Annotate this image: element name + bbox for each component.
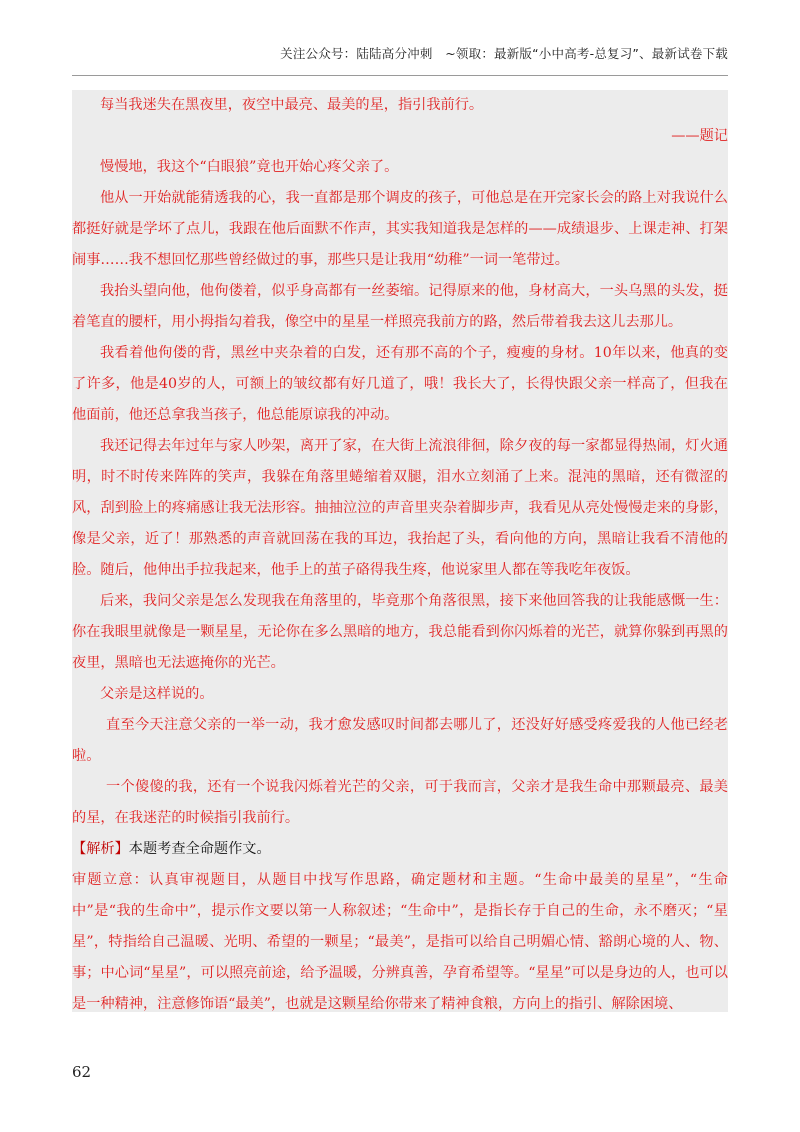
epigraph-attribution: ——题记 xyxy=(671,128,728,144)
essay-paragraph: 慢慢地，我这个“白眼狼”竟也开始心疼父亲了。 xyxy=(100,159,399,175)
analysis-body: 审题立意：认真审视题目，从题目中找写作思路，确定题材和主题。“生命中最美的星星”，“生命中”是“我的生命中”，提示作文要以第一人称叙述；“生命中”，是指长存于自己的生命，永不磨灭；“星星”，特指给自己温暖、光明、希望的一颗星；“最美”，是指可以给自己明媚心情、豁朗心境的人、物、事；中心词“星星”，可以照亮前途，给予温暖，分辨真善，孕育希望等。“星星”可以是身边的人，也可以是一种精神，注意修饰语“最美”，也就是这颗星给你带来了精神食粮，方向上的指引、解除困境、 xyxy=(72,872,728,1012)
essay-paragraph: 我抬头望向他，他佝偻着，似乎身高都有一丝萎缩。记得原来的他，身材高大，一头乌黑的头发，挺着笔直的腰杆，用小拇指勾着我，像空中的星星一样照亮我前方的路，然后带着我去这儿去那儿。 xyxy=(72,283,728,330)
header-divider xyxy=(72,75,728,76)
page-number: 62 xyxy=(72,1063,92,1081)
essay-paragraph: 他从一开始就能猜透我的心，我一直都是那个调皮的孩子，可他总是在开完家长会的路上对我说什么都挺好就是学坏了点儿，我跟在他后面默不作声，其实我知道我是怎样的——成绩退步、上课走神、打架闹事……我不想回忆那些曾经做过的事，那些只是让我用“幼稚”一词一笔带过。 xyxy=(72,190,728,268)
essay-paragraph: 父亲是这样说的。 xyxy=(100,686,214,702)
analysis-heading xyxy=(72,834,728,865)
essay-paragraph: 直至今天注意父亲的一举一动，我才愈发感叹时间都去哪儿了，还没好好感受疼爱我的人他已经老啦。 xyxy=(72,717,728,764)
document-body xyxy=(72,90,728,1012)
essay-paragraph: 我还记得去年过年与家人吵架，离开了家，在大街上流浪徘徊，除夕夜的每一家都显得热闹，灯火通明，时不时传来阵阵的笑声，我躲在角落里蜷缩着双腿，泪水立刻涌了上来。混沌的黑暗，还有微涩的风，刮到脸上的疼痛感让我无法形容。抽抽泣泣的声音里夹杂着脚步声，我看见从亮处慢慢走来的身影，像是父亲，近了！那熟悉的声音就回荡在我的耳边，我抬起了头，看向他的方向，黑暗让我看不清他的脸。随后，他伸出手拉我起来，他手上的茧子硌得我生疼，他说家里人都在等我吃年夜饭。 xyxy=(72,438,728,578)
essay-paragraph: 我看着他佝偻的背，黑丝中夹杂着的白发，还有那不高的个子，瘦瘦的身材。10年以来，他真的变了许多，他是40岁的人，可额上的皱纹都有好几道了，哦！我长大了，长得快跟父亲一样高了，但我在他面前，他还总拿我当孩子，他总能原谅我的冲动。 xyxy=(72,345,728,423)
analysis-label: 【解析】 xyxy=(72,841,129,857)
essay-paragraph: 一个傻傻的我，还有一个说我闪烁着光芒的父亲，可于我而言，父亲才是我生命中那颗最亮、最美的星，在我迷茫的时候指引我前行。 xyxy=(72,779,728,826)
analysis-intro: 本题考查全命题作文。 xyxy=(128,841,271,857)
essay-paragraph: 后来，我问父亲是怎么发现我在角落里的，毕竟那个角落很黑，接下来他回答我的让我能感慨一生：你在我眼里就像是一颗星星，无论你在多么黑暗的地方，我总能看到你闪烁着的光芒，就算你躲到再黑的夜里，黑暗也无法遮掩你的光芒。 xyxy=(72,593,728,671)
essay-epigraph: 每当我迷失在黑夜里，夜空中最亮、最美的星，指引我前行。 xyxy=(100,97,484,113)
page-header: 关注公众号：陆陆高分冲刺 ~领取：最新版“小中高考-总复习”、最新试卷下载 xyxy=(280,46,728,61)
